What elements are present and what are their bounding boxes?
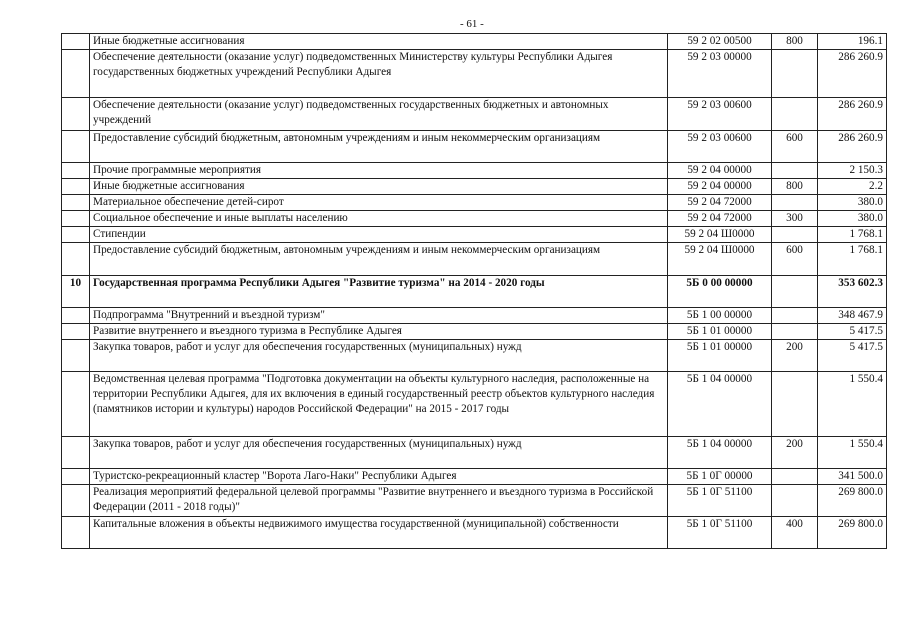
expense-type-cell <box>772 485 818 517</box>
table-row <box>62 163 887 179</box>
item-name-cell: Обеспечение деятельности (оказание услуг) подведомственных государственных бюджетных и автономных учреждений <box>90 98 668 131</box>
amount-cell: 1 768.1 <box>818 227 887 243</box>
item-name-cell: Капитальные вложения в объекты недвижимого имущества государственной (муниципальной) собственности <box>90 517 668 549</box>
row-number-cell <box>62 195 90 211</box>
budget-code-cell: 59 2 03 00600 <box>668 131 772 163</box>
table-row <box>62 227 887 243</box>
row-number-cell <box>62 517 90 549</box>
budget-code-cell: 59 2 03 00600 <box>668 98 772 131</box>
row-number-cell <box>62 34 90 50</box>
table-row <box>62 195 887 211</box>
table-row <box>62 340 887 372</box>
item-name-cell: Стипендии <box>90 227 668 243</box>
expense-type-cell: 600 <box>772 243 818 276</box>
row-number-cell <box>62 243 90 276</box>
item-name-cell: Закупка товаров, работ и услуг для обеспечения государственных (муниципальных) нужд <box>90 340 668 372</box>
amount-cell: 1 550.4 <box>818 372 887 437</box>
item-name-cell: Государственная программа Республики Адыгея "Развитие туризма" на 2014 - 2020 годы <box>90 276 668 308</box>
page-number: - 61 - <box>460 18 484 30</box>
item-name-cell: Туристско-рекреационный кластер "Ворота Лаго-Наки" Республики Адыгея <box>90 469 668 485</box>
amount-cell: 380.0 <box>818 211 887 227</box>
expense-type-cell <box>772 308 818 324</box>
amount-cell: 1 550.4 <box>818 437 887 469</box>
table-row <box>62 211 887 227</box>
amount-cell: 5 417.5 <box>818 324 887 340</box>
amount-cell: 380.0 <box>818 195 887 211</box>
expense-type-cell: 200 <box>772 437 818 469</box>
item-name-cell: Подпрограмма "Внутренний и въездной туризм" <box>90 308 668 324</box>
budget-code-cell: 5Б 0 00 00000 <box>668 276 772 308</box>
item-name-cell: Реализация мероприятий федеральной целевой программы "Развитие внутреннего и въездного туризма в Российской Федерации (2011 - 2018 годы)" <box>90 485 668 517</box>
budget-table <box>61 33 887 549</box>
expense-type-cell <box>772 276 818 308</box>
table-row <box>62 131 887 163</box>
budget-code-cell: 59 2 04 00000 <box>668 179 772 195</box>
expense-type-cell: 800 <box>772 179 818 195</box>
amount-cell: 269 800.0 <box>818 485 887 517</box>
amount-cell: 341 500.0 <box>818 469 887 485</box>
budget-code-cell: 5Б 1 0Г 00000 <box>668 469 772 485</box>
table-row <box>62 179 887 195</box>
amount-cell: 353 602.3 <box>818 276 887 308</box>
table-row <box>62 50 887 98</box>
row-number-cell <box>62 469 90 485</box>
row-number-cell <box>62 340 90 372</box>
expense-type-cell: 200 <box>772 340 818 372</box>
expense-type-cell <box>772 195 818 211</box>
amount-cell: 269 800.0 <box>818 517 887 549</box>
table-row <box>62 485 887 517</box>
table-row <box>62 469 887 485</box>
row-number-cell: 10 <box>62 276 90 308</box>
item-name-cell: Иные бюджетные ассигнования <box>90 179 668 195</box>
item-name-cell: Социальное обеспечение и иные выплаты населению <box>90 211 668 227</box>
amount-cell: 286 260.9 <box>818 131 887 163</box>
table-row <box>62 372 887 437</box>
budget-code-cell: 5Б 1 0Г 51100 <box>668 517 772 549</box>
budget-code-cell: 5Б 1 01 00000 <box>668 340 772 372</box>
budget-code-cell: 59 2 04 00000 <box>668 163 772 179</box>
item-name-cell: Закупка товаров, работ и услуг для обеспечения государственных (муниципальных) нужд <box>90 437 668 469</box>
amount-cell: 2.2 <box>818 179 887 195</box>
row-number-cell <box>62 308 90 324</box>
row-number-cell <box>62 50 90 98</box>
budget-code-cell: 59 2 04 Ш0000 <box>668 243 772 276</box>
item-name-cell: Предоставление субсидий бюджетным, автономным учреждениям и иным некоммерческим организациям <box>90 131 668 163</box>
row-number-cell <box>62 98 90 131</box>
expense-type-cell <box>772 372 818 437</box>
row-number-cell <box>62 485 90 517</box>
budget-code-cell: 59 2 02 00500 <box>668 34 772 50</box>
item-name-cell: Предоставление субсидий бюджетным, автономным учреждениям и иным некоммерческим организациям <box>90 243 668 276</box>
table-row <box>62 276 887 308</box>
table-row <box>62 308 887 324</box>
amount-cell: 5 417.5 <box>818 340 887 372</box>
expense-type-cell <box>772 163 818 179</box>
item-name-cell: Обеспечение деятельности (оказание услуг) подведомственных Министерству культуры Республики Адыгея государственных бюджетных учреждений Республики Адыгея <box>90 50 668 98</box>
amount-cell: 286 260.9 <box>818 50 887 98</box>
amount-cell: 196.1 <box>818 34 887 50</box>
budget-code-cell: 5Б 1 04 00000 <box>668 372 772 437</box>
budget-code-cell: 5Б 1 01 00000 <box>668 324 772 340</box>
expense-type-cell <box>772 227 818 243</box>
table-row <box>62 98 887 131</box>
item-name-cell: Прочие программные мероприятия <box>90 163 668 179</box>
expense-type-cell <box>772 469 818 485</box>
budget-code-cell: 59 2 04 72000 <box>668 211 772 227</box>
table-row <box>62 34 887 50</box>
table-row <box>62 243 887 276</box>
expense-type-cell: 300 <box>772 211 818 227</box>
table-row <box>62 517 887 549</box>
row-number-cell <box>62 324 90 340</box>
amount-cell: 2 150.3 <box>818 163 887 179</box>
row-number-cell <box>62 163 90 179</box>
budget-table-body <box>62 34 887 549</box>
expense-type-cell: 600 <box>772 131 818 163</box>
budget-code-cell: 5Б 1 04 00000 <box>668 437 772 469</box>
row-number-cell <box>62 437 90 469</box>
row-number-cell <box>62 372 90 437</box>
item-name-cell: Иные бюджетные ассигнования <box>90 34 668 50</box>
budget-code-cell: 5Б 1 0Г 51100 <box>668 485 772 517</box>
table-row <box>62 324 887 340</box>
budget-code-cell: 5Б 1 00 00000 <box>668 308 772 324</box>
item-name-cell: Ведомственная целевая программа "Подготовка документации на объекты культурного наследия, расположенные на территории Республики Адыгея, для их включения в единый государственный реестр объектов культурного наследия (памятников истории и культуры) народов Российской Федерации" на 2015 - 2017 годы <box>90 372 668 437</box>
expense-type-cell: 400 <box>772 517 818 549</box>
table-row <box>62 437 887 469</box>
item-name-cell: Развитие внутреннего и въездного туризма в Республике Адыгея <box>90 324 668 340</box>
item-name-cell: Материальное обеспечение детей-сирот <box>90 195 668 211</box>
row-number-cell <box>62 211 90 227</box>
amount-cell: 348 467.9 <box>818 308 887 324</box>
budget-code-cell: 59 2 03 00000 <box>668 50 772 98</box>
row-number-cell <box>62 227 90 243</box>
expense-type-cell <box>772 324 818 340</box>
expense-type-cell <box>772 98 818 131</box>
amount-cell: 1 768.1 <box>818 243 887 276</box>
expense-type-cell: 800 <box>772 34 818 50</box>
expense-type-cell <box>772 50 818 98</box>
row-number-cell <box>62 179 90 195</box>
budget-code-cell: 59 2 04 Ш0000 <box>668 227 772 243</box>
budget-code-cell: 59 2 04 72000 <box>668 195 772 211</box>
row-number-cell <box>62 131 90 163</box>
amount-cell: 286 260.9 <box>818 98 887 131</box>
